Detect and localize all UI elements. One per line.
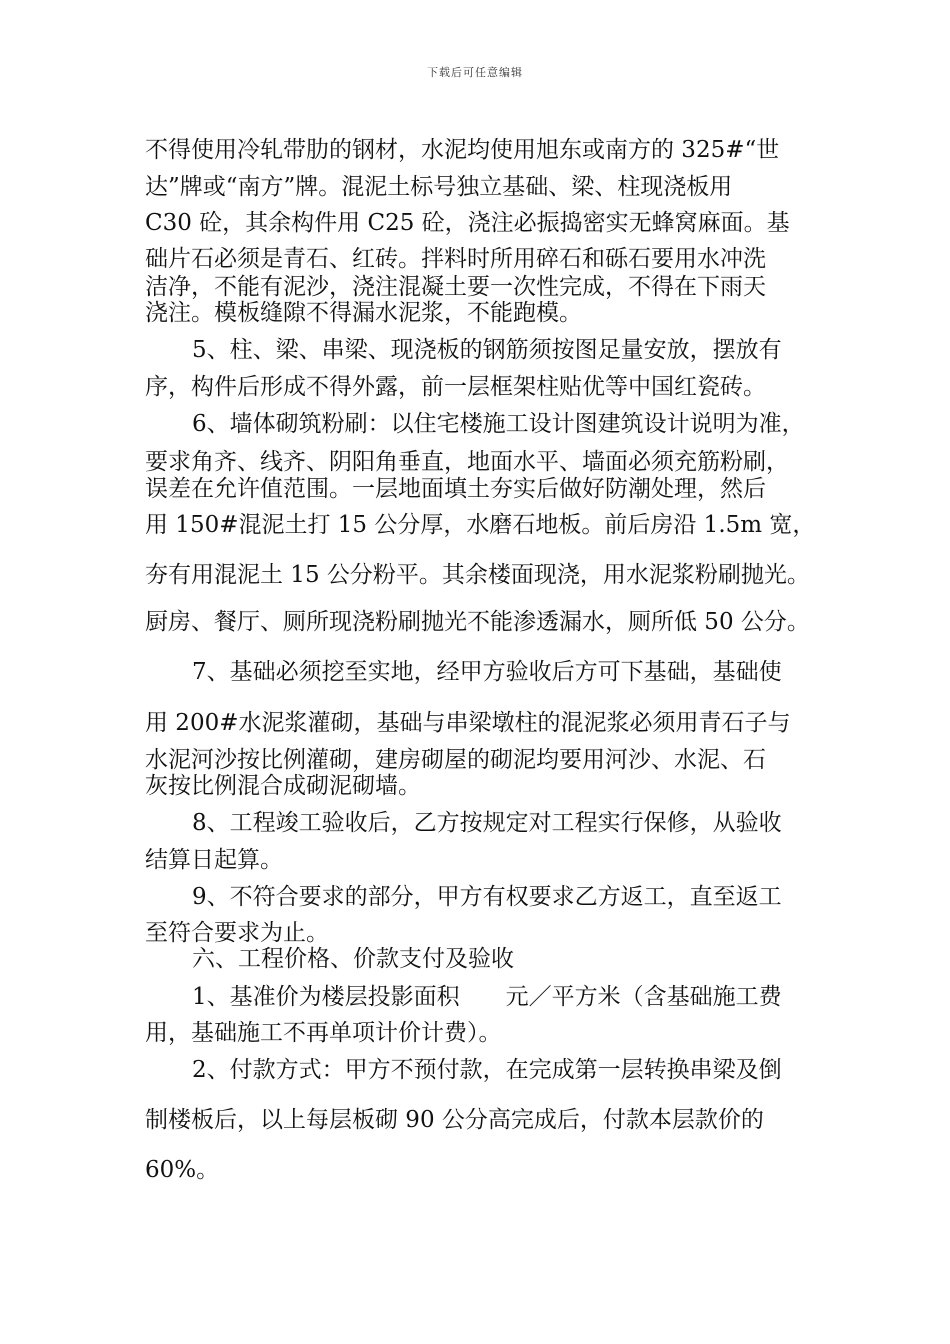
text-line: 用 150#混泥土打 15 公分厚，水磨石地板。前后房沿 1.5m 宽，: [145, 512, 816, 538]
text-line: 误差在允许值范围。一层地面填土夯实后做好防潮处理，然后: [145, 476, 766, 502]
text-line: 础片石必须是青石、红砖。拌料时所用碎石和砾石要用水冲洗: [145, 246, 766, 272]
text-line: 2、付款方式：甲方不预付款，在完成第一层转换串梁及倒: [192, 1057, 782, 1083]
text-line: 水泥河沙按比例灌砌，建房砌屋的砌泥均要用河沙、水泥、石: [145, 747, 766, 773]
text-line: 要求角齐、线齐、阴阳角垂直，地面水平、墙面必须充筋粉刷，: [145, 449, 789, 475]
text-line: 浇注。模板缝隙不得漏水泥浆，不能跑模。: [145, 300, 582, 326]
text-line: 灰按比例混合成砌泥砌墙。: [145, 773, 421, 799]
text-line: 9、不符合要求的部分，甲方有权要求乙方返工，直至返工: [192, 884, 782, 910]
text-line: 6、墙体砌筑粉刷：以住宅楼施工设计图建筑设计说明为准，: [192, 411, 805, 437]
text-line: 用，基础施工不再单项计价计费）。: [145, 1020, 502, 1046]
text-line: 洁净，不能有泥沙，浇注混凝土要一次性完成，不得在下雨天: [145, 274, 766, 300]
text-line: 8、工程竣工验收后，乙方按规定对工程实行保修，从验收: [192, 810, 782, 836]
section-heading: 六、工程价格、价款支付及验收: [192, 946, 514, 972]
text-line: 7、基础必须挖至实地，经甲方验收后方可下基础，基础使: [192, 659, 782, 685]
text-line: 至符合要求为止。: [145, 920, 329, 946]
text-line: 序，构件后形成不得外露，前一层框架柱贴优等中国红瓷砖。: [145, 374, 766, 400]
text-line: 夯有用混泥土 15 公分粉平。其余楼面现浇，用水泥浆粉刷抛光。: [145, 562, 810, 588]
page-header-note: 下载后可任意编辑: [427, 66, 523, 79]
text-line: 制楼板后，以上每层板砌 90 公分高完成后，付款本层款价的: [145, 1107, 764, 1133]
text-line: 达”牌或“南方”牌。混泥土标号独立基础、梁、柱现浇板用: [145, 174, 733, 200]
text-line: 用 200#水泥浆灌砌，基础与串梁墩柱的混泥浆必须用青石子与: [145, 710, 791, 736]
text-line: 60%。: [145, 1157, 220, 1183]
text-line: 5、柱、梁、串梁、现浇板的钢筋须按图足量安放，摆放有: [192, 337, 782, 363]
text-line: 结算日起算。: [145, 847, 283, 873]
text-line: 1、基准价为楼层投影面积 元／平方米（含基础施工费: [192, 984, 782, 1010]
text-line: 厨房、餐厅、厕所现浇粉刷抛光不能渗透漏水，厕所低 50 公分。: [145, 609, 810, 635]
text-line: C30 砼，其余构件用 C25 砼，浇注必振捣密实无蜂窝麻面。基: [145, 210, 790, 236]
text-line: 不得使用冷轧带肋的钢材，水泥均使用旭东或南方的 325#“世: [145, 137, 780, 163]
